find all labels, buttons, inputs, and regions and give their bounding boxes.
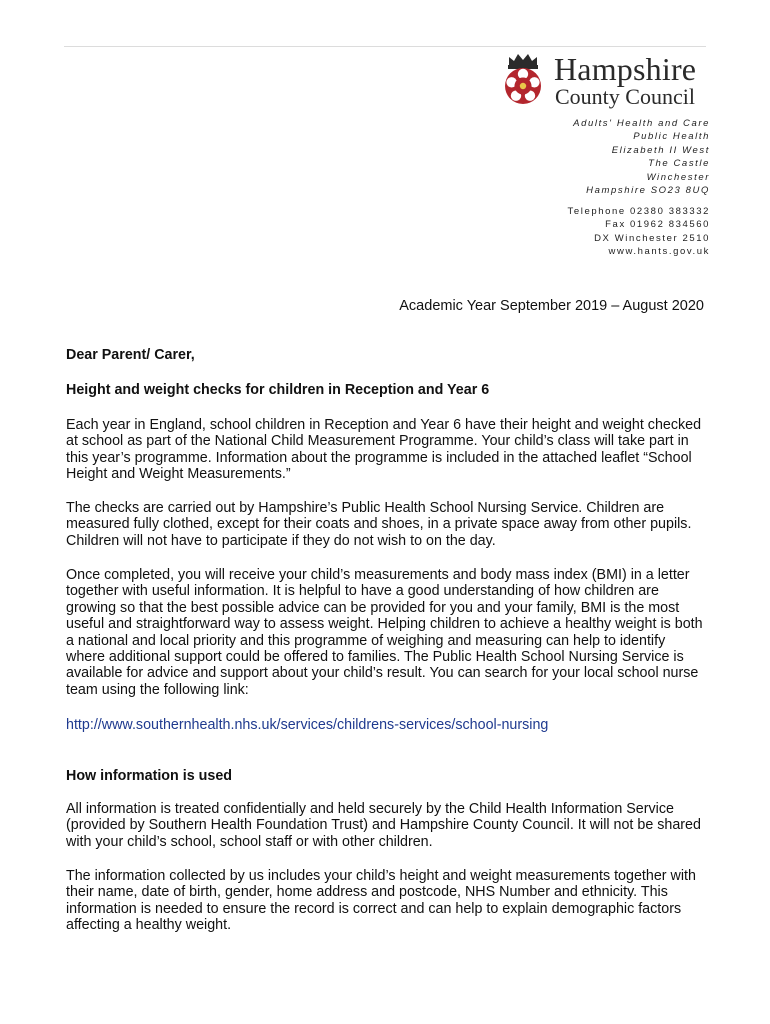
top-divider [64, 46, 706, 47]
salutation: Dear Parent/ Carer, [66, 347, 195, 363]
address-line: Elizabeth II West [611, 144, 710, 156]
logo-subtitle: County Council [555, 84, 695, 109]
website: www.hants.gov.uk [608, 246, 710, 258]
school-nursing-link[interactable]: http://www.southernhealth.nhs.uk/services/childrens-services/school-nursing [66, 717, 549, 733]
paragraph-results: Once completed, you will receive your child’s measurements and body mass index (BMI) in a letter together with useful information. It is helpful to have a good understanding of how children are growing so that the best possible advice can be provided for you and your family, BMI is the most useful and straightforward way to assess weight. Helping children to achieve a healthy weight is both a national and local priority and this programme of weighing and measuring can help to identify where additional support could be offered to families. The Public Health School Nursing Service is available for advice and support about your child’s result. You can search for your local school nurse team using the following link: [66, 567, 703, 698]
address-line: Hampshire SO23 8UQ [586, 185, 710, 197]
council-logo [500, 52, 720, 110]
academic-year: Academic Year September 2019 – August 2020 [399, 298, 704, 314]
fax: Fax 01962 834560 [605, 219, 710, 231]
paragraph-intro: Each year in England, school children in Reception and Year 6 have their height and weight checked at school as part of the National Child Measurement Programme. Your child’s class will take part in this year’s programme. Information about the programme is included in the attached leaflet “School Height and Weight Measurements.” [66, 417, 702, 483]
address-line: Adults' Health and Care [573, 118, 710, 129]
sender-address [573, 117, 710, 197]
paragraph-checks: The checks are carried out by Hampshire’s Public Health School Nursing Service. Children are measured fully clothed, except for their coats and shoes, in a private space away from other pupils. Children will not have to participate if they do not wish to on the day. [66, 500, 692, 549]
dx-address: DX Winchester 2510 [594, 232, 710, 244]
contact-details [568, 205, 710, 259]
letter-subject: Height and weight checks for children in Reception and Year 6 [66, 382, 490, 398]
paragraph-data-collected: The information collected by us includes your child’s height and weight measurements together with their name, date of birth, gender, home address and postcode, NHS Number and ethnicity. This information is needed to ensure the record is correct and can help to explain demographic factors affecting a healthy weight. [66, 868, 696, 934]
address-line: Winchester [646, 171, 710, 183]
paragraph-confidentiality: All information is treated confidentially and held securely by the Child Health Information Service (provided by Southern Health Foundation Trust) and Hampshire County Council. It will not be shared with your child’s school, school staff or with other children. [66, 801, 701, 850]
address-line: The Castle [648, 158, 710, 170]
logo-title: Hampshire [554, 51, 697, 87]
section-heading-information: How information is used [66, 768, 233, 784]
telephone: Telephone 02380 383332 [567, 206, 710, 217]
address-line: Public Health [633, 131, 710, 143]
tudor-rose-crest-icon [500, 52, 546, 108]
